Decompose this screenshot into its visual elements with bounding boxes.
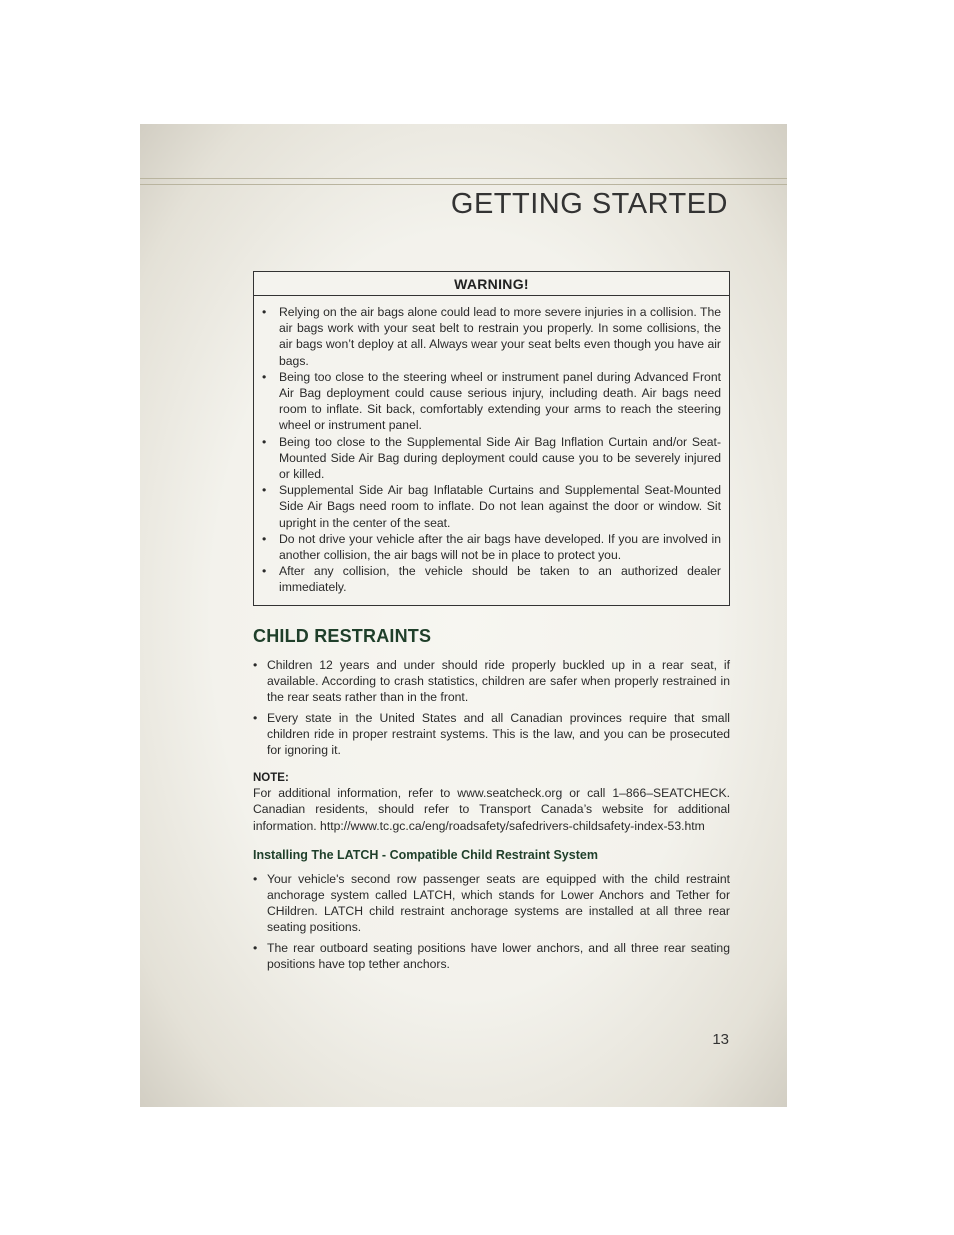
bullet-icon: •: [262, 369, 267, 384]
note-label: NOTE:: [253, 771, 289, 784]
child-restraints-list: [253, 657, 730, 758]
latch-list: [253, 871, 730, 972]
warning-item: • Relying on the air bags alone could lead to more severe injuries in a collision. The air bags work with your seat belt to restrain you properly. In some collisions, the air bags won’t deploy at all. Always wear your seat belts even though you have air bags.: [262, 305, 721, 368]
warning-box: [253, 271, 730, 606]
warning-title: WARNING!: [254, 272, 729, 296]
section-title: GETTING STARTED: [450, 188, 728, 220]
warning-item: • Being too close to the steering wheel or instrument panel during Advanced Front Air Bag deployment could cause serious injury, including death. Air bags need room to inflate. Sit back, comfortably extending your arms to reach the steering wheel or instrument panel.: [262, 369, 721, 433]
bullet-icon: •: [262, 531, 267, 546]
bullet-icon: •: [262, 434, 267, 449]
bullet-icon: •: [253, 872, 258, 887]
header-rule-top: [140, 178, 787, 179]
bullet-icon: •: [262, 483, 267, 498]
warning-list: [254, 296, 729, 605]
bullet-icon: •: [253, 941, 258, 956]
note-text: For additional information, refer to www.seatcheck.org or call 1–866–SEATCHECK. Canadian residents, should refer to Transport Canada’s website for additional information. http://www.tc.gc.ca/eng/roadsafety/safedrivers-childsafety-index-53.htm: [253, 785, 730, 833]
header-rule-bottom: [140, 184, 787, 185]
list-item: • Every state in the United States and all Canadian provinces require that small children ride in proper restraint systems. This is the law, and you can be prosecuted for ignoring it.: [253, 710, 730, 757]
bullet-icon: •: [253, 657, 258, 672]
bullet-icon: •: [262, 305, 267, 319]
list-item: • Children 12 years and under should ride properly buckled up in a rear seat, if available. According to crash statistics, children are safer when properly restrained in the rear seats rather than in the front.: [253, 657, 730, 704]
list-item: • The rear outboard seating positions have lower anchors, and all three rear seating positions have top tether anchors.: [253, 941, 730, 972]
warning-item: • Do not drive your vehicle after the air bags have developed. If you are involved in another collision, the air bags will not be in place to protect you.: [262, 531, 721, 563]
manual-page: [140, 124, 787, 1107]
latch-heading: Installing The LATCH - Compatible Child Restraint System: [253, 848, 598, 863]
page-number: 13: [712, 1031, 729, 1048]
warning-item: • Supplemental Side Air bag Inflatable Curtains and Supplemental Seat-Mounted Side Air Bags need room to inflate. Do not lean against the door or window. Sit upright in the center of the seat.: [262, 483, 721, 530]
warning-item: • Being too close to the Supplemental Side Air Bag Inflation Curtain and/or Seat-Mounted Side Air Bag during deployment could cause you to be severely injured or killed.: [262, 434, 721, 482]
list-item: • Your vehicle's second row passenger seats are equipped with the child restraint anchorage system called LATCH, which stands for Lower Anchors and Tether for CHildren. LATCH child restraint anchorage systems are installed at all three rear seating positions.: [253, 872, 730, 935]
warning-item: • After any collision, the vehicle should be taken to an authorized dealer immediately.: [262, 564, 721, 595]
bullet-icon: •: [262, 564, 267, 579]
bullet-icon: •: [253, 710, 258, 725]
child-restraints-heading: CHILD RESTRAINTS: [253, 625, 432, 646]
page-content: [253, 271, 730, 977]
